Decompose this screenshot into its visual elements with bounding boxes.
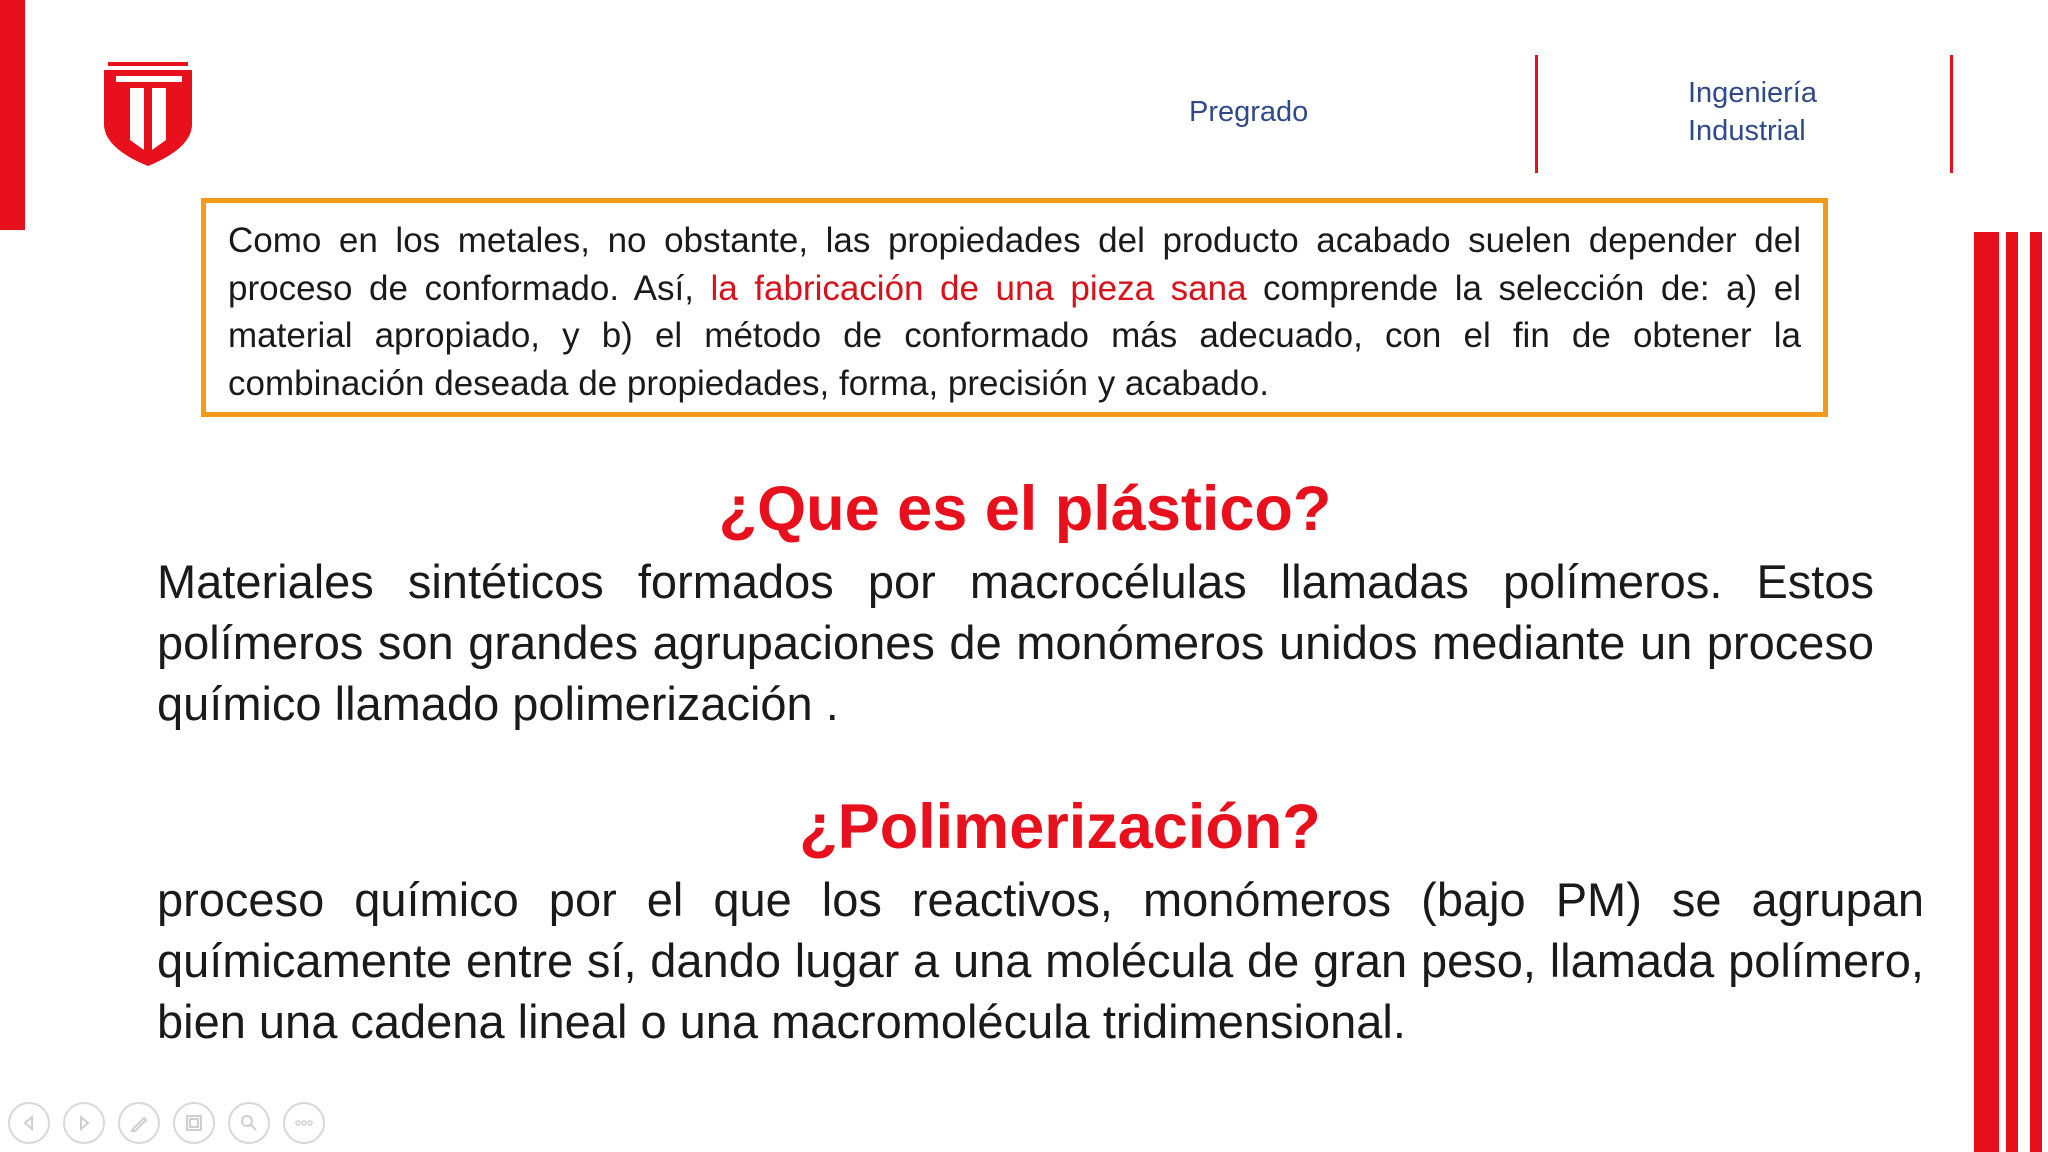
next-icon[interactable] xyxy=(63,1102,105,1144)
career-label xyxy=(1688,74,1817,150)
slideshow-controls xyxy=(8,1102,325,1144)
polymerization-definition: proceso químico por el que los reactivos, monómeros (bajo PM) se agrupan químicamente entre sí, dando lugar a una molécula de gran peso, llamada polímero, bien una cadena lineal o una macromolécula tridimensional. xyxy=(157,873,1924,1048)
header-divider-left xyxy=(1535,55,1538,173)
polymerization-heading: ¿Polimerización? xyxy=(799,792,1321,862)
intro-text-part1: Como en los metales, no obstante, las propiedades del producto acabado suelen depender del proceso de conformado. Así, xyxy=(228,221,1801,308)
header-divider-right xyxy=(1950,55,1953,173)
right-accent-bar-3 xyxy=(2030,232,2042,1152)
right-accent-bar-1 xyxy=(1974,232,1999,1152)
program-label: Pregrado xyxy=(1189,96,1309,128)
career-line-2: Industrial xyxy=(1688,115,1806,147)
previous-icon[interactable] xyxy=(8,1102,50,1144)
pen-icon[interactable] xyxy=(118,1102,160,1144)
slides-icon[interactable] xyxy=(173,1102,215,1144)
intro-text-part2: comprende la selección de: a) el material apropiado, y b) el método de conformado más adecuado, con el fin de obtener la combinación deseada de propiedades, forma, precisión y acabado. xyxy=(228,268,1801,403)
plastic-heading: ¿Que es el plástico? xyxy=(718,474,1332,544)
intro-text-box xyxy=(201,198,1828,417)
intro-highlight: la fabricación de una pieza sana xyxy=(710,268,1247,308)
career-line-1: Ingeniería xyxy=(1688,77,1817,109)
left-accent-bar xyxy=(0,0,25,230)
right-accent-bar-2 xyxy=(2006,232,2018,1152)
plastic-definition: Materiales sintéticos formados por macrocélulas llamadas polímeros. Estos polímeros son grandes agrupaciones de monómeros unidos mediante un proceso químico llamado polimerización . xyxy=(157,555,1874,730)
zoom-icon[interactable] xyxy=(228,1102,270,1144)
university-shield-logo xyxy=(104,62,192,166)
more-icon[interactable] xyxy=(283,1102,325,1144)
